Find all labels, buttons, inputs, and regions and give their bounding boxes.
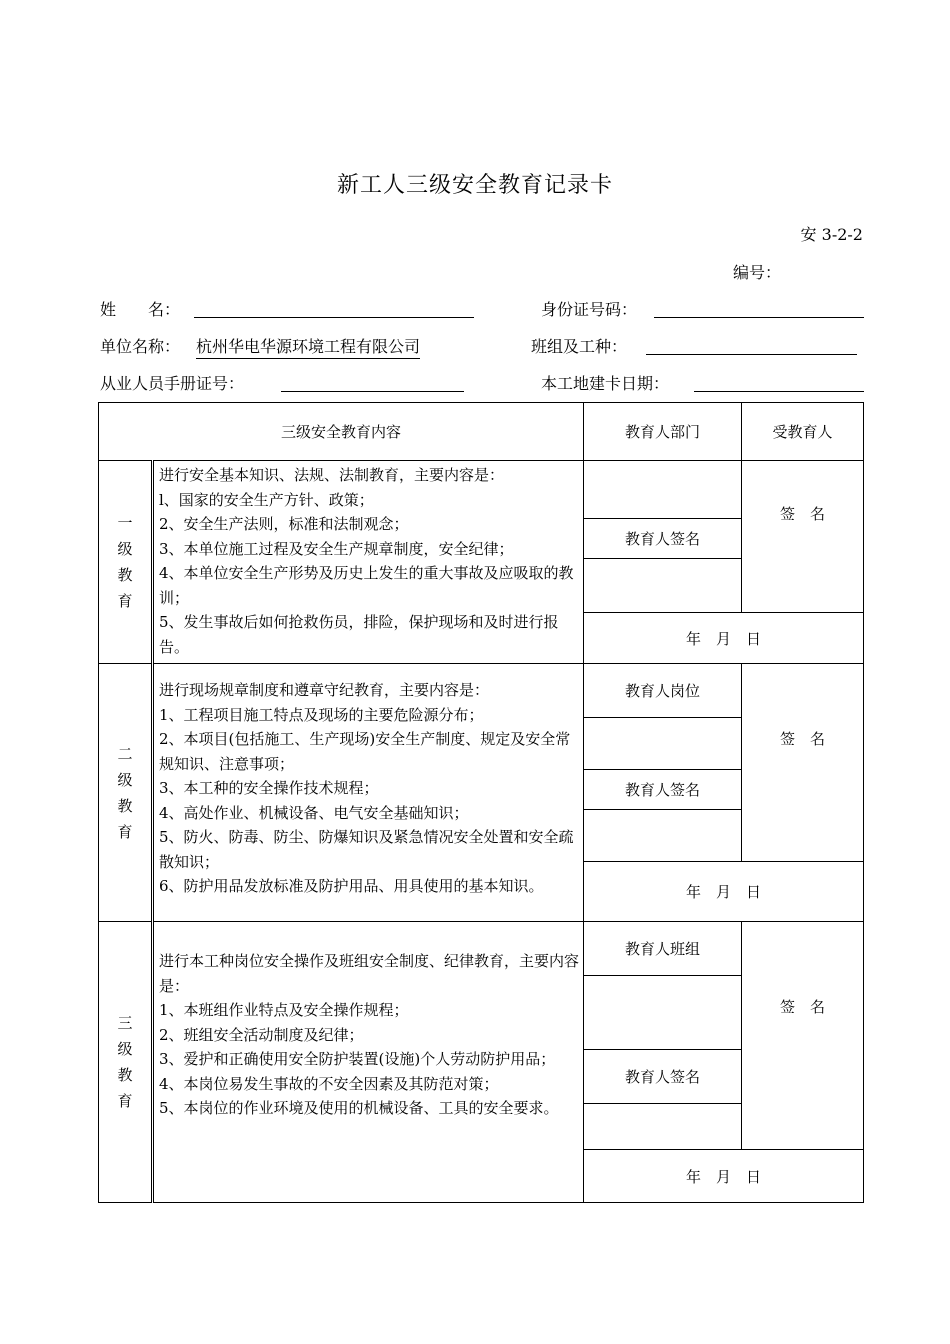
level1-educator-dept-field[interactable]: [584, 461, 742, 519]
handbook-number-label: 从业人员手册证号：: [100, 374, 245, 393]
level3-educator-sign-label: 教育人签名: [584, 1050, 742, 1104]
team-trade-label: 班组及工种：: [531, 337, 628, 356]
level2-label: 二 级 教 育: [99, 664, 153, 922]
level3-label: 三 级 教 育: [99, 922, 153, 1203]
company-value: 杭州华电华源环境工程有限公司: [196, 334, 420, 359]
level2-educator-post-field[interactable]: [584, 718, 742, 770]
level3-content: 进行本工种岗位安全操作及班组安全制度、纪律教育，主要内容是： 1、本班组作业特点及安全操作规程； 2、班组安全活动制度及纪律； 3、爱护和正确使用安全防护装置(设施)个人劳动防护用品； 4、本岗位易发生事故的不安全因素及其防范对策； 5、本岗位的作业环境及使用的机械设备、工具的安全要求。: [153, 922, 584, 1203]
header-content: 三级安全教育内容: [99, 403, 584, 461]
level3-receiver-sign[interactable]: 签 名: [742, 922, 864, 1150]
card-date-label: 本工地建卡日期：: [541, 374, 670, 393]
header-receiver: 受教育人: [742, 403, 864, 461]
level1-educator-sign-field[interactable]: [584, 559, 742, 613]
id-number-field[interactable]: [654, 317, 864, 318]
name-field[interactable]: [194, 317, 474, 318]
level2-date[interactable]: 年 月 日: [584, 862, 864, 922]
level3-date[interactable]: 年 月 日: [584, 1150, 864, 1203]
level2-receiver-sign[interactable]: 签 名: [742, 664, 864, 862]
level1-content: 进行安全基本知识、法规、法制教育，主要内容是： l、国家的安全生产方针、政策； 2、安全生产法则，标准和法制观念； 3、本单位施工过程及安全生产规章制度，安全纪律； 4、本单位安全生产形势及历史上发生的重大事故及应吸取的教训； 5、发生事故后如何抢救伤员，排险，保护现场和及时进行报告。: [153, 461, 584, 664]
education-record-table: [98, 402, 864, 1203]
card-date-field[interactable]: [694, 391, 864, 392]
level1-educator-sign-label: 教育人签名: [584, 519, 742, 559]
company-label: 单位名称：: [100, 337, 181, 356]
level1-label: 一 级 教 育: [99, 461, 153, 664]
level3-educator-team-field[interactable]: [584, 976, 742, 1050]
level3-educator-team-label: 教育人班组: [584, 922, 742, 976]
handbook-number-field[interactable]: [281, 391, 464, 392]
name-label: 姓 名：: [100, 300, 181, 319]
header-educator-dept: 教育人部门: [584, 403, 742, 461]
level2-content: 进行现场规章制度和遵章守纪教育，主要内容是： 1、工程项目施工特点及现场的主要危险源分布； 2、本项目(包括施工、生产现场)安全生产制度、规定及安全常规知识、注意事项； 3、本工种的安全操作技术规程； 4、高处作业、机械设备、电气安全基础知识； 5、防火、防毒、防尘、防爆知识及紧急情况安全处置和安全疏散知识； 6、防护用品发放标准及防护用品、用具使用的基本知识。: [153, 664, 584, 922]
level2-educator-sign-label: 教育人签名: [584, 770, 742, 810]
level2-educator-sign-field[interactable]: [584, 810, 742, 862]
level1-date[interactable]: 年 月 日: [584, 613, 864, 664]
level1-receiver-sign[interactable]: 签 名: [742, 461, 864, 613]
level3-educator-sign-field[interactable]: [584, 1104, 742, 1150]
page-title: 新工人三级安全教育记录卡: [336, 173, 613, 198]
form-code: 安 3-2-2: [800, 225, 863, 244]
id-number-label: 身份证号码：: [541, 300, 638, 319]
level2-educator-post-label: 教育人岗位: [584, 664, 742, 718]
team-trade-field[interactable]: [646, 354, 857, 355]
serial-number-label: 编号：: [733, 263, 782, 282]
